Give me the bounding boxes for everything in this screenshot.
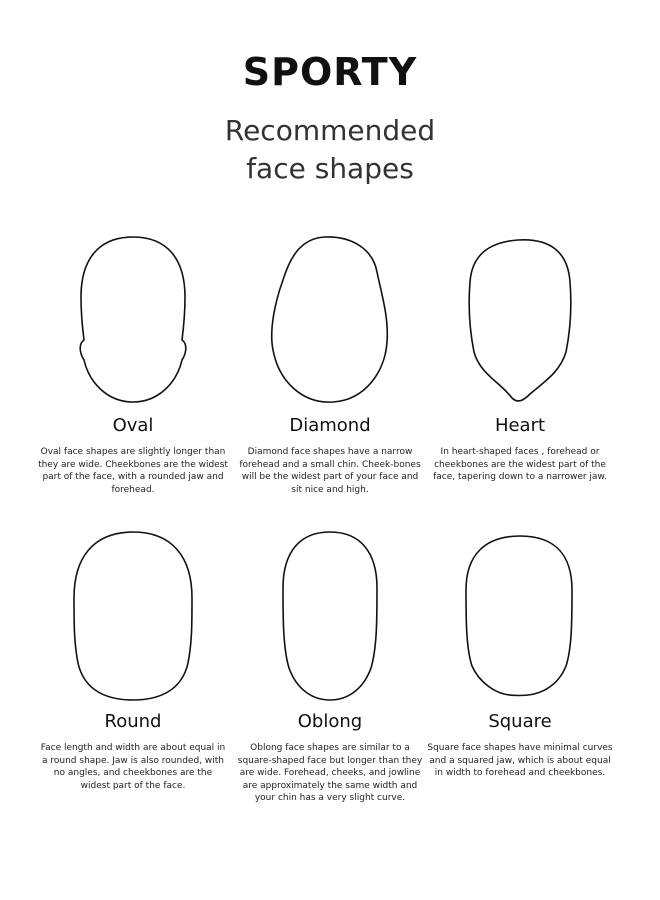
heart-face-outline-icon xyxy=(460,232,580,407)
face-shape-name: Square xyxy=(488,711,552,732)
oblong-face-outline-icon xyxy=(275,528,385,703)
page-subtitle xyxy=(0,112,660,188)
subtitle-line-1: Recommended xyxy=(224,114,436,147)
face-shape-name: Heart xyxy=(494,415,546,436)
face-card-oblong xyxy=(235,528,425,805)
face-shape-description: Oblong face shapes are similar to a square-shaped face but longer than they are wide. Forehead, cheeks, and jowline are approximately the same width and your chin has a very slight curve. xyxy=(237,743,423,803)
face-shape-description: Oval face shapes are slightly longer than they are wide. Cheekbones are the widest part of the face, with a rounded jaw and forehead. xyxy=(38,447,228,495)
face-card-diamond xyxy=(235,232,425,496)
square-face-outline-icon xyxy=(460,528,580,703)
round-face-outline-icon xyxy=(68,528,198,703)
face-card-round xyxy=(38,528,228,792)
face-shape-description: Square face shapes have minimal curves and a squared jaw, which is about equal in width to forehead and cheekbones. xyxy=(427,743,613,778)
face-shape-name: Oblong xyxy=(297,711,363,732)
face-shape-name: Round xyxy=(104,711,162,732)
face-card-heart xyxy=(425,232,615,484)
face-shape-name: Oval xyxy=(112,415,154,436)
face-shape-description: In heart-shaped faces , forehead or cheekbones are the widest part of the face, tapering down to a narrower jaw. xyxy=(433,447,607,482)
oval-face-outline-icon xyxy=(73,232,193,407)
face-card-square xyxy=(425,528,615,780)
face-shape-description: Face length and width are about equal in a round shape. Jaw is also rounded, with no angles, and cheekbones are the widest part of the face. xyxy=(40,743,226,791)
subtitle-line-2: face shapes xyxy=(246,152,414,185)
face-card-oval xyxy=(38,232,228,496)
face-shape-name: Diamond xyxy=(289,415,371,436)
diamond-face-outline-icon xyxy=(265,232,395,407)
page-title: SPORTY xyxy=(242,50,418,94)
face-shape-description: Diamond face shapes have a narrow forehead and a small chin. Cheek-bones will be the widest part of your face and sit nice and high. xyxy=(239,447,421,495)
